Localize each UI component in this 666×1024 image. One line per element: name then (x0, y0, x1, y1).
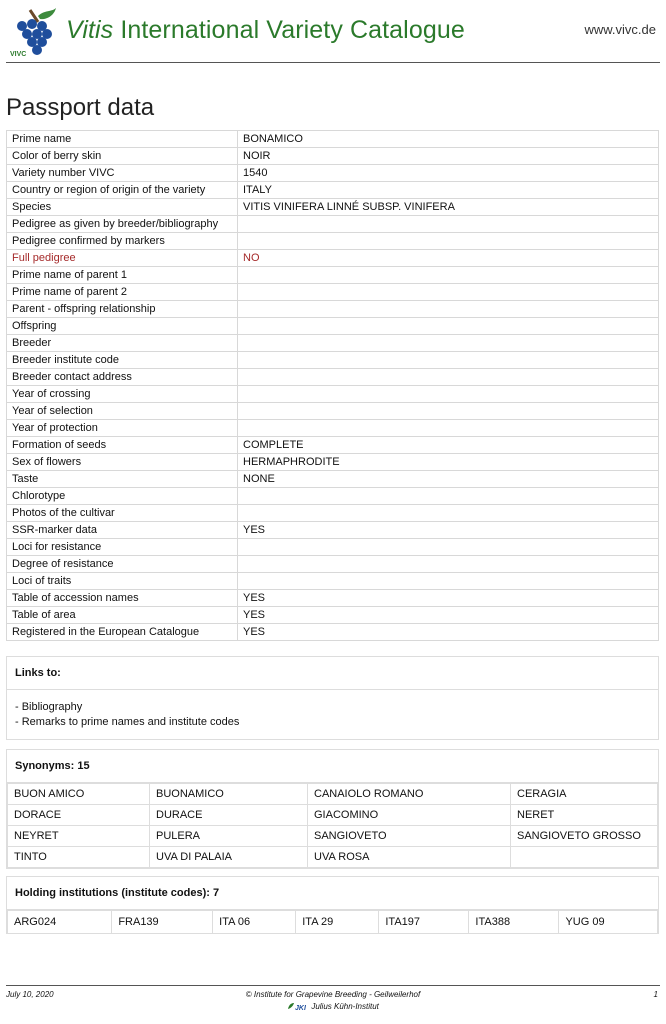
passport-label: Taste (7, 471, 238, 488)
synonyms-panel (6, 749, 659, 869)
passport-value (238, 352, 659, 369)
synonym-cell[interactable]: PULERA (150, 826, 308, 847)
synonyms-table (7, 783, 658, 868)
passport-value: NOIR (238, 148, 659, 165)
passport-row (7, 148, 659, 165)
footer-jki (0, 1002, 666, 1011)
passport-label: Registered in the European Catalogue (7, 624, 238, 641)
passport-row (7, 386, 659, 403)
footer-divider (6, 985, 660, 986)
synonym-cell[interactable]: BUONAMICO (150, 784, 308, 805)
passport-value (238, 403, 659, 420)
passport-value: COMPLETE (238, 437, 659, 454)
passport-label: Chlorotype (7, 488, 238, 505)
passport-value (238, 488, 659, 505)
passport-row (7, 301, 659, 318)
passport-label: Country or region of origin of the variety (7, 182, 238, 199)
passport-row (7, 437, 659, 454)
passport-value (238, 369, 659, 386)
synonym-row (8, 826, 658, 847)
passport-label: Breeder (7, 335, 238, 352)
passport-row (7, 335, 659, 352)
passport-value (238, 216, 659, 233)
page-header (0, 0, 666, 64)
passport-label: Variety number VIVC (7, 165, 238, 182)
passport-value: BONAMICO (238, 131, 659, 148)
synonym-row (8, 847, 658, 868)
institute-code[interactable]: ITA 06 (213, 911, 296, 934)
synonym-cell[interactable]: UVA DI PALAIA (150, 847, 308, 868)
synonym-cell[interactable]: SANGIOVETO GROSSO (511, 826, 658, 847)
synonym-cell[interactable]: DORACE (8, 805, 150, 826)
passport-label: Full pedigree (7, 250, 238, 267)
passport-table (6, 130, 659, 641)
passport-value (238, 505, 659, 522)
passport-row (7, 284, 659, 301)
vivc-logo (8, 6, 64, 58)
jki-logo-icon (287, 1002, 309, 1011)
synonym-row (8, 784, 658, 805)
passport-row (7, 318, 659, 335)
passport-row (7, 590, 659, 607)
passport-label: Year of protection (7, 420, 238, 437)
synonym-cell[interactable]: GIACOMINO (308, 805, 511, 826)
passport-label: Prime name (7, 131, 238, 148)
synonym-cell[interactable]: UVA ROSA (308, 847, 511, 868)
passport-label: Color of berry skin (7, 148, 238, 165)
synonym-cell[interactable]: DURACE (150, 805, 308, 826)
passport-value: YES (238, 522, 659, 539)
passport-label: Breeder institute code (7, 352, 238, 369)
holdings-table (7, 910, 658, 934)
passport-row (7, 624, 659, 641)
passport-value (238, 420, 659, 437)
passport-row (7, 607, 659, 624)
passport-value (238, 335, 659, 352)
passport-row (7, 250, 659, 267)
passport-label: Pedigree confirmed by markers (7, 233, 238, 250)
passport-row (7, 573, 659, 590)
passport-row (7, 199, 659, 216)
passport-label: Formation of seeds (7, 437, 238, 454)
passport-value: ITALY (238, 182, 659, 199)
synonym-row (8, 805, 658, 826)
passport-label: Prime name of parent 2 (7, 284, 238, 301)
jki-logo-text: JKI (295, 1005, 306, 1012)
synonyms-title: Synonyms: 15 (7, 750, 658, 783)
footer-page-number: 1 (653, 990, 658, 999)
passport-row (7, 454, 659, 471)
holdings-panel (6, 876, 659, 934)
passport-label: Sex of flowers (7, 454, 238, 471)
passport-row (7, 182, 659, 199)
passport-value (238, 318, 659, 335)
synonym-cell[interactable]: NEYRET (8, 826, 150, 847)
footer-date: July 10, 2020 (6, 990, 54, 999)
passport-label: Table of accession names (7, 590, 238, 607)
passport-label: Prime name of parent 1 (7, 267, 238, 284)
passport-label: Parent - offspring relationship (7, 301, 238, 318)
passport-row (7, 420, 659, 437)
passport-row (7, 556, 659, 573)
passport-value: NO (238, 250, 659, 267)
passport-label: Photos of the cultivar (7, 505, 238, 522)
passport-label: Loci for resistance (7, 539, 238, 556)
passport-value: YES (238, 590, 659, 607)
passport-label: Pedigree as given by breeder/bibliography (7, 216, 238, 233)
synonym-cell[interactable]: CANAIOLO ROMANO (308, 784, 511, 805)
institute-code[interactable]: YUG 09 (559, 911, 658, 934)
passport-value: HERMAPHRODITE (238, 454, 659, 471)
link-remarks[interactable]: - Remarks to prime names and institute codes (15, 716, 240, 728)
passport-value: 1540 (238, 165, 659, 182)
passport-value (238, 556, 659, 573)
passport-label: Degree of resistance (7, 556, 238, 573)
holdings-title: Holding institutions (institute codes): 7 (7, 877, 658, 910)
synonym-cell[interactable]: NERET (511, 805, 658, 826)
institute-code[interactable]: ARG024 (8, 911, 112, 934)
passport-row (7, 471, 659, 488)
passport-value (238, 284, 659, 301)
passport-label: Table of area (7, 607, 238, 624)
passport-row (7, 352, 659, 369)
passport-row (7, 505, 659, 522)
passport-value (238, 386, 659, 403)
synonym-cell (511, 847, 658, 868)
site-url[interactable]: www.vivc.de (584, 22, 656, 37)
passport-value (238, 539, 659, 556)
passport-label: SSR-marker data (7, 522, 238, 539)
institute-code[interactable]: ITA 29 (296, 911, 379, 934)
links-title: Links to: (7, 657, 658, 690)
synonym-cell[interactable]: BUON AMICO (8, 784, 150, 805)
passport-label: Loci of traits (7, 573, 238, 590)
site-title: Vitis International Variety Catalogue (66, 16, 465, 44)
passport-row (7, 369, 659, 386)
passport-row (7, 267, 659, 284)
passport-label: Offspring (7, 318, 238, 335)
jki-name: Julius Kühn-Institut (311, 1002, 379, 1011)
passport-row (7, 216, 659, 233)
passport-row (7, 165, 659, 182)
institute-code[interactable]: FRA139 (112, 911, 213, 934)
passport-value: VITIS VINIFERA LINNÉ SUBSP. VINIFERA (238, 199, 659, 216)
passport-value: YES (238, 607, 659, 624)
passport-row (7, 233, 659, 250)
passport-value: YES (238, 624, 659, 641)
page-title: Passport data (6, 94, 155, 121)
passport-value (238, 301, 659, 318)
passport-label: Species (7, 199, 238, 216)
passport-value (238, 573, 659, 590)
link-bibliography[interactable]: - Bibliography (15, 701, 83, 713)
synonym-cell[interactable]: TINTO (8, 847, 150, 868)
synonym-cell[interactable]: SANGIOVETO (308, 826, 511, 847)
synonym-cell[interactable]: CERAGIA (511, 784, 658, 805)
passport-row (7, 539, 659, 556)
footer-institute: © Institute for Grapevine Breeding - Geilweilerhof (245, 990, 421, 999)
passport-label: Year of selection (7, 403, 238, 420)
passport-value (238, 267, 659, 284)
passport-row (7, 131, 659, 148)
passport-value (238, 233, 659, 250)
passport-label: Year of crossing (7, 386, 238, 403)
passport-row (7, 403, 659, 420)
institute-code[interactable]: ITA197 (379, 911, 469, 934)
passport-value: NONE (238, 471, 659, 488)
institute-code[interactable]: ITA388 (469, 911, 559, 934)
logo-text: VIVC (10, 51, 27, 58)
links-panel (6, 656, 659, 740)
header-divider (6, 62, 660, 63)
passport-row (7, 488, 659, 505)
passport-row (7, 522, 659, 539)
passport-label: Breeder contact address (7, 369, 238, 386)
